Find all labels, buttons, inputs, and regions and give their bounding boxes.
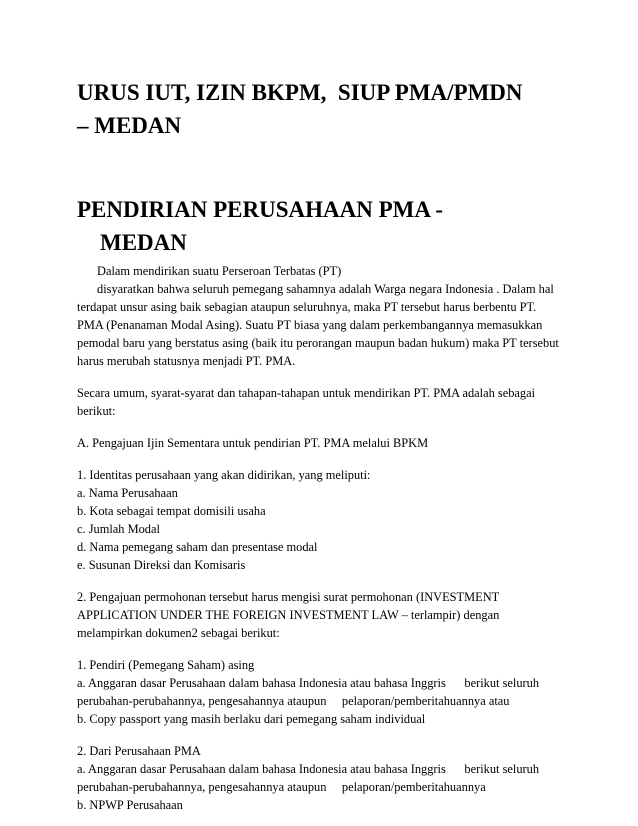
page-title — [77, 76, 577, 142]
section-title — [77, 193, 577, 259]
text-line: Dalam mendirikan suatu Perseroan Terbatas (PT) — [97, 264, 342, 278]
section-title-line-1: PENDIRIAN PERUSAHAAN PMA - — [77, 197, 444, 222]
text-line: terdapat unsur asing baik sebagian ataupun seluruhnya, maka PT tersebut harus berbentu PT. — [77, 300, 537, 314]
list-item: 1. Identitas perusahaan yang akan didirikan, yang meliputi: — [77, 468, 371, 482]
list-item: perubahan-perubahannya, pengesahannya ataupun pelaporan/pemberitahuannya — [77, 780, 486, 794]
paragraph-section-a — [77, 434, 567, 452]
list-item: 2. Dari Perusahaan PMA — [77, 744, 201, 758]
list-pendiri-asing — [77, 656, 567, 728]
list-item: b. Kota sebagai tempat domisili usaha — [77, 504, 266, 518]
text-line: APPLICATION UNDER THE FOREIGN INVESTMENT LAW – terlampir) dengan — [77, 608, 500, 622]
text-line: harus merubah statusnya menjadi PT. PMA. — [77, 354, 296, 368]
text-line: 2. Pengajuan permohonan tersebut harus mengisi surat permohonan (INVESTMENT — [77, 590, 500, 604]
list-item: d. Nama pemegang saham dan presentase modal — [77, 540, 318, 554]
title-line-1: URUS IUT, IZIN BKPM, SIUP PMA/PMDN — [77, 80, 523, 105]
text-line: disyaratkan bahwa seluruh pemegang sahamnya adalah Warga negara Indonesia . Dalam hal — [97, 282, 554, 296]
paragraph-pengajuan — [77, 588, 567, 642]
paragraph-intro — [77, 262, 567, 370]
text-line: melampirkan dokumen2 sebagai berikut: — [77, 626, 280, 640]
list-item: a. Nama Perusahaan — [77, 486, 178, 500]
list-item: b. NPWP Perusahaan — [77, 798, 183, 812]
list-item: 1. Pendiri (Pemegang Saham) asing — [77, 658, 255, 672]
list-perusahaan-pma — [77, 742, 567, 814]
title-line-2: – MEDAN — [77, 113, 182, 138]
list-identitas — [77, 466, 567, 574]
text-line: pemodal baru yang berstatus asing (baik itu perorangan maupun badan hukum) maka PT tersebut — [77, 336, 559, 350]
text-line: PMA (Penanaman Modal Asing). Suatu PT biasa yang dalam perkembangannya memasukkan — [77, 318, 543, 332]
list-item: e. Susunan Direksi dan Komisaris — [77, 558, 246, 572]
list-item: c. Jumlah Modal — [77, 522, 160, 536]
list-item: b. Copy passport yang masih berlaku dari pemegang saham individual — [77, 712, 426, 726]
section-title-line-2: MEDAN — [100, 230, 187, 255]
text-line: berikut: — [77, 404, 116, 418]
text-line: Secara umum, syarat-syarat dan tahapan-tahapan untuk mendirikan PT. PMA adalah sebagai — [77, 386, 536, 400]
list-item: perubahan-perubahannya, pengesahannya ataupun pelaporan/pemberitahuannya atau — [77, 694, 510, 708]
paragraph-general — [77, 384, 567, 420]
list-item: a. Anggaran dasar Perusahaan dalam bahasa Indonesia atau bahasa Inggris berikut seluruh — [77, 676, 540, 690]
text-line: A. Pengajuan Ijin Sementara untuk pendirian PT. PMA melalui BPKM — [77, 436, 429, 450]
list-item: a. Anggaran dasar Perusahaan dalam bahasa Indonesia atau bahasa Inggris berikut seluruh — [77, 762, 540, 776]
document-body — [77, 262, 567, 814]
